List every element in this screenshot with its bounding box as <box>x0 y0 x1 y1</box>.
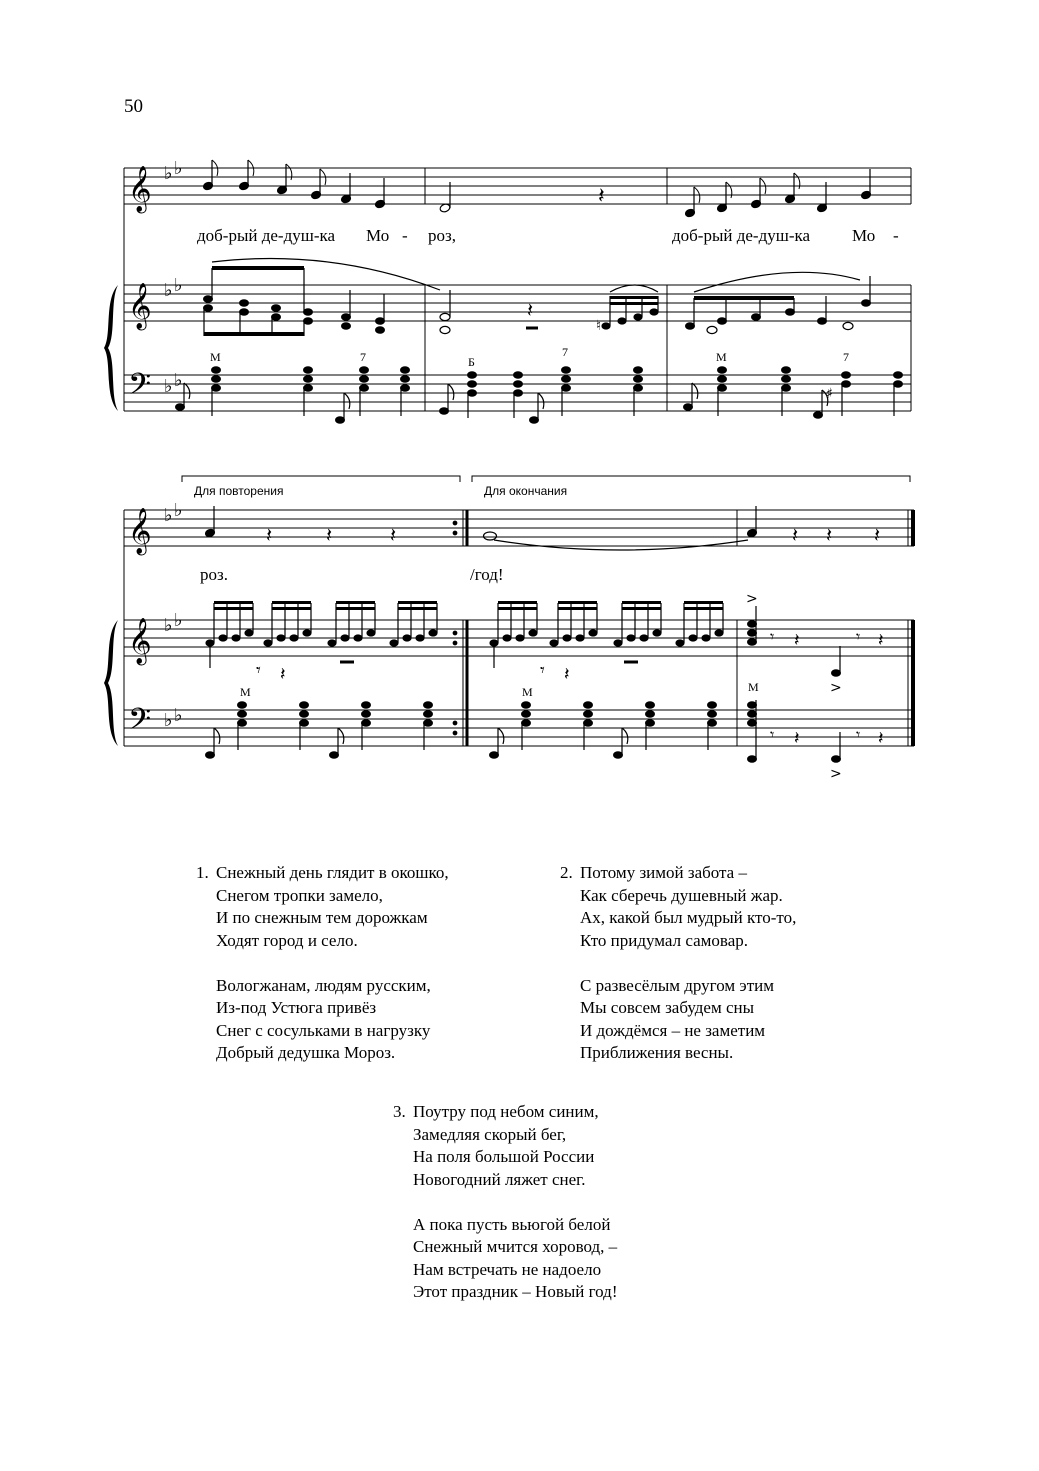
piano-bass-notes-2 <box>206 700 841 762</box>
lyric-syllable: - <box>893 226 899 245</box>
lyric-syllable: /год! <box>470 565 504 584</box>
svg-text:♮: ♮ <box>596 318 602 334</box>
chord-label: Б <box>468 355 475 369</box>
svg-text:𝄽: 𝄽 <box>326 523 333 547</box>
verse-line: Замедляя скорый бег, <box>413 1124 567 1144</box>
treble-clef-icon: 𝄞 <box>128 283 152 329</box>
chord-label: 7 <box>360 350 366 364</box>
chord-label: М <box>240 685 251 699</box>
lyric-syllable: роз, <box>428 226 456 245</box>
svg-text:♭: ♭ <box>164 710 173 731</box>
svg-text:𝄽: 𝄽 <box>564 664 570 685</box>
volta-label-ending: Для окончания <box>484 484 568 498</box>
svg-text:𝄽: 𝄽 <box>878 728 884 749</box>
chord-label: 7 <box>843 350 849 364</box>
svg-text:𝄾: 𝄾 <box>770 627 775 646</box>
verse-line: Как сберечь душевный жар. <box>580 885 783 905</box>
lyric-syllable: - <box>402 226 408 245</box>
verse-line: С развесёлым другом этим <box>580 975 774 995</box>
svg-text:♭: ♭ <box>164 280 173 301</box>
piano-treble-notes-1 <box>204 266 871 336</box>
verse-2 <box>560 862 796 1065</box>
key-signature-flats <box>164 158 183 731</box>
verse-3 <box>393 1101 617 1304</box>
verse-line: Снегом тропки замело, <box>216 885 383 905</box>
chord-label: М <box>748 680 759 694</box>
lyric-syllable: доб-рый де-душ-ка <box>197 226 336 245</box>
verse-line: А пока пусть вьюгой белой <box>413 1214 611 1234</box>
verse-line: Поутру под небом синим, <box>413 1102 599 1121</box>
verse-1 <box>196 862 449 1065</box>
treble-clef-icon: 𝄞 <box>128 166 152 212</box>
svg-text:𝄾: 𝄾 <box>856 627 861 646</box>
chord-label: М <box>210 350 221 364</box>
verse-line: Снежный день глядит в окошко, <box>216 863 449 882</box>
svg-text:𝄽: 𝄽 <box>598 184 605 209</box>
svg-text:𝄽: 𝄽 <box>280 664 286 685</box>
svg-text:𝄽: 𝄽 <box>390 523 397 547</box>
verse-line: Из-под Устюга привёз <box>216 998 377 1017</box>
verse-line: Вологжанам, людям русским, <box>216 975 431 995</box>
svg-text:♯: ♯ <box>826 386 833 402</box>
piano-brace-2 <box>104 620 118 746</box>
svg-text:>: > <box>746 591 758 607</box>
verse-line: Снежный мчится хоровод, – <box>413 1237 618 1256</box>
svg-text:♭: ♭ <box>174 705 183 726</box>
bass-clef-icon: 𝄢 <box>128 703 152 744</box>
chord-label: М <box>522 685 533 699</box>
svg-text:𝄽: 𝄽 <box>794 728 800 749</box>
voice-notes-2 <box>205 506 758 540</box>
verse-line: И дождёмся – не заметим <box>580 1020 766 1040</box>
voice-notes-1 <box>203 160 872 218</box>
svg-text:𝄾: 𝄾 <box>856 725 861 744</box>
piano-brace-1 <box>104 285 118 411</box>
verse-number: 3. <box>393 1102 406 1121</box>
verse-line: Новогодний ляжет снег. <box>413 1169 586 1189</box>
verse-line: Этот праздник – Новый год! <box>413 1282 618 1301</box>
bass-clef-icon: 𝄢 <box>128 368 152 409</box>
verse-line: Мы совсем забудем сны <box>580 998 755 1017</box>
verse-line: Кто придумал самовар. <box>580 930 748 950</box>
treble-clef-icon: 𝄞 <box>128 618 152 664</box>
treble-clef-icon: 𝄞 <box>128 508 152 554</box>
verse-line: И по снежным тем дорожкам <box>216 908 428 927</box>
verse-line: Приближения весны. <box>580 1043 734 1062</box>
svg-text:𝄾: 𝄾 <box>540 660 545 681</box>
lyric-syllable: роз. <box>200 565 228 584</box>
svg-text:𝄽: 𝄽 <box>527 298 534 322</box>
svg-text:𝄽: 𝄽 <box>874 523 881 547</box>
svg-text:>: > <box>830 766 842 782</box>
svg-text:𝄽: 𝄽 <box>266 523 273 547</box>
svg-text:♭: ♭ <box>164 505 173 526</box>
svg-text:♭: ♭ <box>164 163 173 184</box>
verse-line: Потому зимой забота – <box>580 863 747 882</box>
svg-text:♭: ♭ <box>164 615 173 636</box>
verse-line: Добрый дедушка Мороз. <box>216 1043 396 1062</box>
svg-text:♭: ♭ <box>174 500 183 521</box>
lyric-syllable: Мо <box>366 226 390 245</box>
svg-text:♭: ♭ <box>174 610 183 631</box>
svg-text:♭: ♭ <box>164 376 173 397</box>
svg-text:𝄽: 𝄽 <box>792 523 799 547</box>
verse-number: 2. <box>560 863 573 882</box>
svg-text:𝄾: 𝄾 <box>256 660 261 681</box>
svg-text:♭: ♭ <box>174 275 183 296</box>
page-number: 50 <box>124 96 143 117</box>
verse-line: Снег с сосульками в нагрузку <box>216 1020 431 1040</box>
lyric-syllable: доб-рый де-душ-ка <box>672 226 811 245</box>
verse-number: 1. <box>196 863 209 882</box>
svg-text:𝄽: 𝄽 <box>826 523 833 547</box>
svg-text:♭: ♭ <box>174 370 183 391</box>
svg-text:𝄽: 𝄽 <box>794 630 800 651</box>
chord-label: М <box>716 350 727 364</box>
svg-text:𝄽: 𝄽 <box>878 630 884 651</box>
lyric-syllable: Мо <box>852 226 876 245</box>
verse-line: Нам встречать не надоело <box>413 1259 602 1279</box>
svg-text:>: > <box>830 680 842 696</box>
chord-label: 7 <box>562 345 568 359</box>
volta-label-repeat: Для повторения <box>194 484 284 498</box>
svg-text:𝄾: 𝄾 <box>770 725 775 744</box>
verse-line: На поля большой России <box>413 1147 595 1166</box>
verse-line: Ходят город и село. <box>216 930 358 950</box>
verse-line: Ах, какой был мудрый кто-то, <box>580 908 797 927</box>
svg-text:♭: ♭ <box>174 158 183 179</box>
